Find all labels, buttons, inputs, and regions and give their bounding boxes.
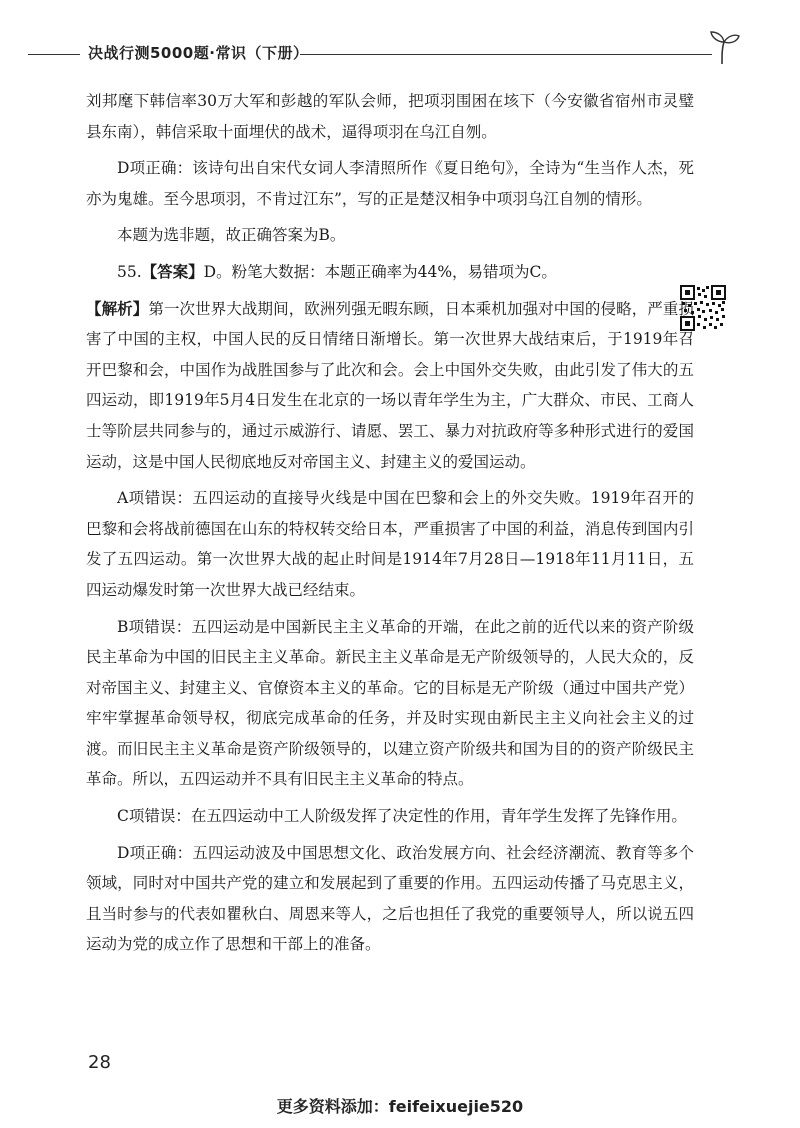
page-number: 28 <box>88 1052 111 1073</box>
book-title: 决战行测5000题·常识（下册） <box>88 44 309 62</box>
footer-note: 更多资料添加：feifeixuejie520 <box>276 1097 524 1116</box>
answer-label: 【答案】 <box>141 261 204 281</box>
paragraph: B项错误：五四运动是中国新民主主义革命的开端，在此之前的近代以来的资产阶级民主革命为中国的旧民主主义革命。新民主主义革命是无产阶级领导的，人民大众的，反对帝国主义、封建主义、官僚资本主义的革命。它的目标是无产阶级（通过中国共产党）牢牢掌握革命领导权，彻底完成革命的任务，并及时实现由新民主主义向社会主义的过渡。而旧民主主义革命是资产阶级领导的，以建立资产阶级共和国为目的的资产阶级民主革命。所以，五四运动并不具有旧民主主义革命的特点。 <box>86 617 694 789</box>
paragraph: D项正确：该诗句出自宋代女词人李清照所作《夏日绝句》，全诗为“生当作人杰，死亦为鬼雄。至今思项羽，不肯过江东”，写的正是楚汉相争中项羽乌江自刎的情形。 <box>86 159 694 208</box>
paragraph: D项正确：五四运动波及中国思想文化、政治发展方向、社会经济潮流、教育等多个领域，同时对中国共产党的建立和发展起到了重要的作用。五四运动传播了马克思主义，且当时参与的代表如瞿秋白、周恩来等人，之后也担任了我党的重要领导人，所以说五四运动为党的成立作了思想和干部上的准备。 <box>86 843 694 954</box>
paragraph: A项错误：五四运动的直接导火线是中国在巴黎和会上的外交失败。1919年召开的巴黎和会将战前德国在山东的特权转交给日本，严重损害了中国的利益，消息传到国内引发了五四运动。第一次世界大战的起止时间是1914年7月28日—1918年11月11日，五四运动爆发时第一次世界大战已经结束。 <box>86 489 694 599</box>
header-rule-right <box>300 54 712 55</box>
page-header <box>0 30 800 70</box>
paragraph: 刘邦麾下韩信率30万大军和彭越的军队会师，把项羽围困在垓下（今安徽省宿州市灵璧县东南），韩信采取十面埋伏的战术，逼得项羽在乌江自刎。 <box>86 92 694 141</box>
question-number: 55. <box>117 262 142 281</box>
answer-explanation-body <box>86 86 694 966</box>
answer-line <box>86 257 694 288</box>
analysis-label: 【解析】 <box>86 298 149 318</box>
paragraph: C项错误：在五四运动中工人阶级发挥了决定性的作用，青年学生发挥了先锋作用。 <box>117 807 687 826</box>
paragraph: 本题为选非题，故正确答案为B。 <box>117 226 346 245</box>
analysis-paragraph <box>86 294 694 478</box>
answer-text: D。粉笔大数据：本题正确率为44%，易错项为C。 <box>203 262 557 281</box>
sprout-icon <box>708 30 740 64</box>
analysis-text: 第一次世界大战期间，欧洲列强无暇东顾，日本乘机加强对中国的侵略，严重损害了中国的主权，中国人民的反日情绪日渐增长。第一次世界大战结束后，于1919年召开巴黎和会，中国作为战胜国参与了此次和会。会上中国外交失败，由此引发了伟大的五四运动，即1919年5月4日发生在北京的一场以青年学生为主，广大群众、市民、工商人士等阶层共同参与的，通过示威游行、请愿、罢工、暴力对抗政府等多种形式进行的爱国运动，这是中国人民彻底地反对帝国主义、封建主义的爱国运动。 <box>86 299 694 471</box>
header-rule-left <box>28 54 80 55</box>
